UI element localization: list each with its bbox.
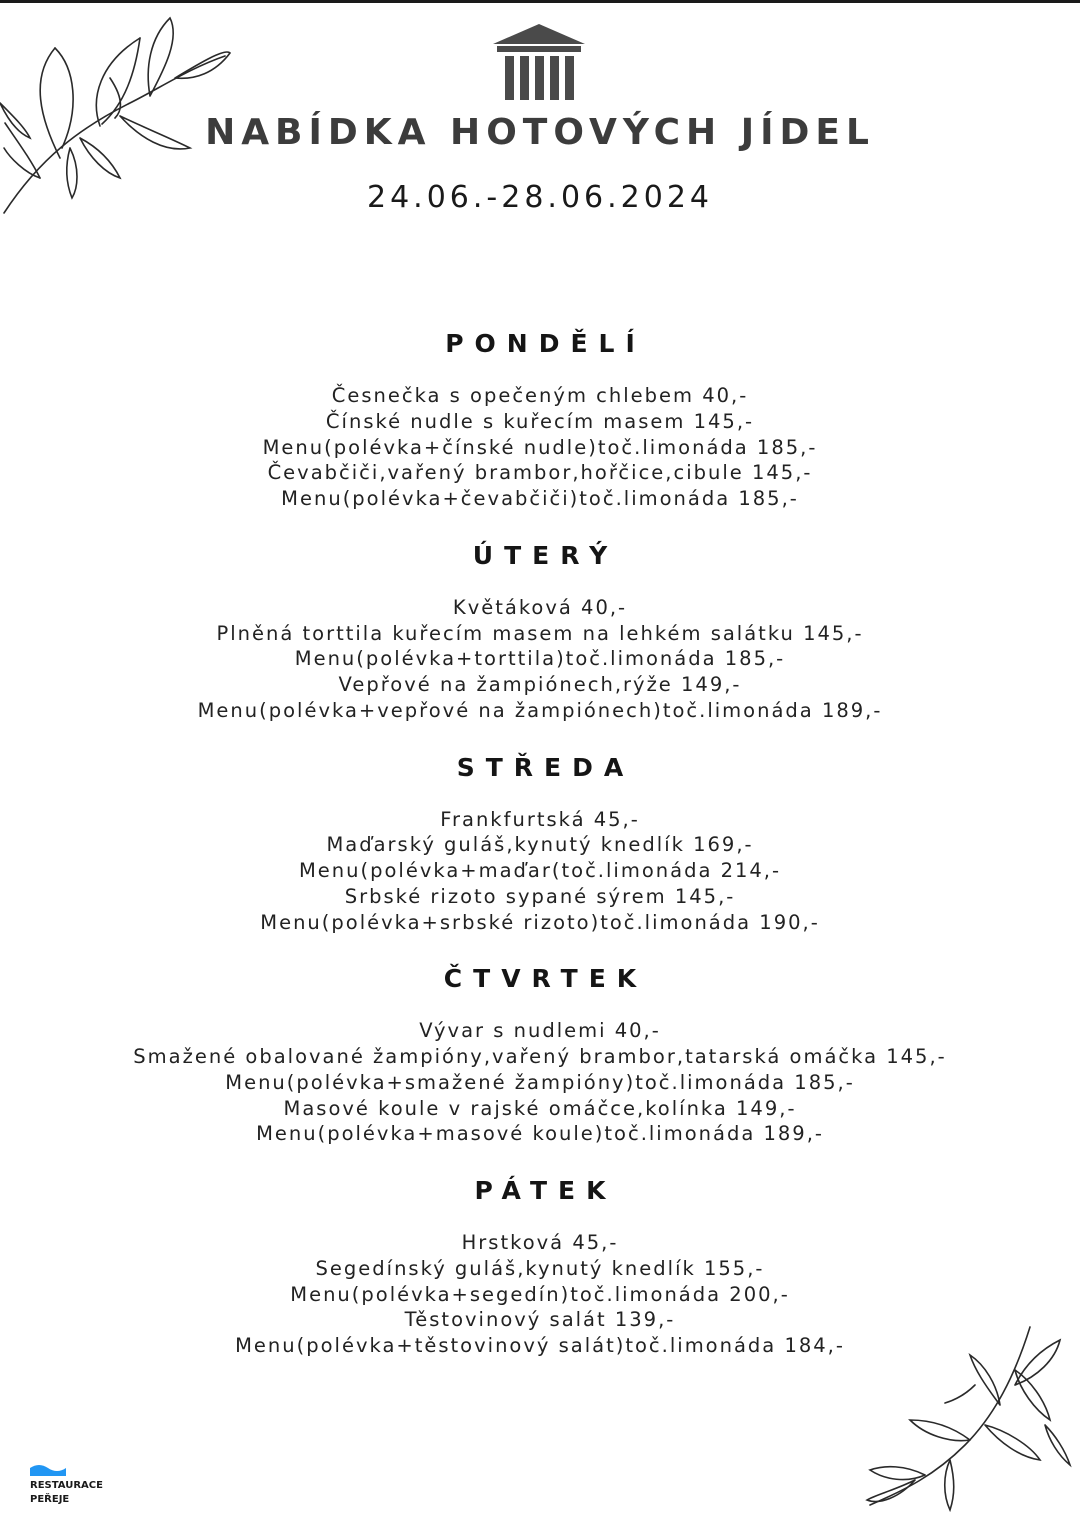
logo-line-2: PEŘEJE: [30, 1494, 70, 1505]
top-border: [0, 0, 1080, 3]
menu-item: Menu(polévka+vepřové na žampiónech)toč.limonáda 189,-: [197, 698, 883, 722]
menu-item: Těstovinový salát 139,-: [404, 1308, 676, 1332]
menu-item: Menu(polévka+smažené žampióny)toč.limonáda 185,-: [225, 1070, 855, 1094]
menu-item: Menu(polévka+maďar(toč.limonáda 214,-: [298, 859, 782, 882]
menu-title: NABÍDKA HOTOVÝCH JÍDEL: [205, 112, 875, 153]
menu-item: Menu(polévka+masové koule)toč.limonáda 189,-: [256, 1122, 824, 1146]
day-tuesday: [0, 538, 1080, 724]
restaurant-logo: [28, 1462, 118, 1512]
menu-item: Menu(polévka+torttila)toč.limonáda 185,-: [294, 647, 786, 671]
menu-item: Menu(polévka+čínské nudle)toč.limonáda 185,-: [262, 435, 818, 459]
menu-item: Hrstková 45,-: [461, 1231, 619, 1254]
menu-item: Čínské nudle s kuřecím masem 145,-: [325, 409, 755, 433]
menu-item: Menu(polévka+čevabčiči)toč.limonáda 185,-: [281, 487, 799, 510]
day-heading: PONDĚLÍ: [445, 329, 646, 358]
day-heading: ÚTERÝ: [472, 540, 619, 570]
menu-item: Frankfurtská 45,-: [440, 807, 640, 831]
wave-icon: [30, 1462, 66, 1476]
logo-text: [30, 1479, 103, 1507]
temple-icon: [493, 24, 585, 104]
logo-line-1: RESTAURACE: [30, 1480, 103, 1491]
menu-item: Menu(polévka+těstovinový salát)toč.limonáda 184,-: [235, 1334, 845, 1357]
menu-item: Vepřové na žampiónech,rýže 149,-: [338, 673, 742, 696]
menu-item: Menu(polévka+srbské rizoto)toč.limonáda 190,-: [260, 910, 820, 934]
menu-item: Květáková 40,-: [452, 595, 628, 619]
menu-item: Čevabčiči,vařený brambor,hořčice,cibule 145,-: [267, 461, 813, 485]
day-heading: STŘEDA: [456, 752, 635, 782]
menu-item: Menu(polévka+segedín)toč.limonáda 200,-: [290, 1282, 790, 1306]
menu-item: Masové koule v rajské omáčce,kolínka 149,-: [283, 1096, 797, 1120]
date-range: 24.06.-28.06.2024: [366, 180, 713, 215]
leaf-branch-icon: [855, 1325, 1080, 1515]
menu-item: Srbské rizoto sypané sýrem 145,-: [344, 884, 736, 908]
menu-item: Vývar s nudlemi 40,-: [419, 1019, 661, 1043]
day-wednesday: [0, 750, 1080, 936]
weekly-menu: [0, 326, 1080, 1359]
day-thursday: [0, 961, 1080, 1147]
menu-item: Segedínský guláš,kynutý knedlík 155,-: [315, 1256, 765, 1280]
day-monday: [0, 326, 1080, 512]
day-heading: PÁTEK: [474, 1176, 617, 1205]
day-heading: ČTVRTEK: [443, 964, 648, 994]
menu-item: Česnečka s opečeným chlebem 40,-: [331, 384, 749, 407]
menu-item: Maďarský guláš,kynutý knedlík 169,-: [326, 833, 754, 857]
menu-item: Plněná torttila kuřecím masem na lehkém salátku 145,-: [216, 621, 864, 645]
menu-item: Smažené obalované žampióny,vařený brambor,tatarská omáčka 145,-: [133, 1045, 947, 1068]
